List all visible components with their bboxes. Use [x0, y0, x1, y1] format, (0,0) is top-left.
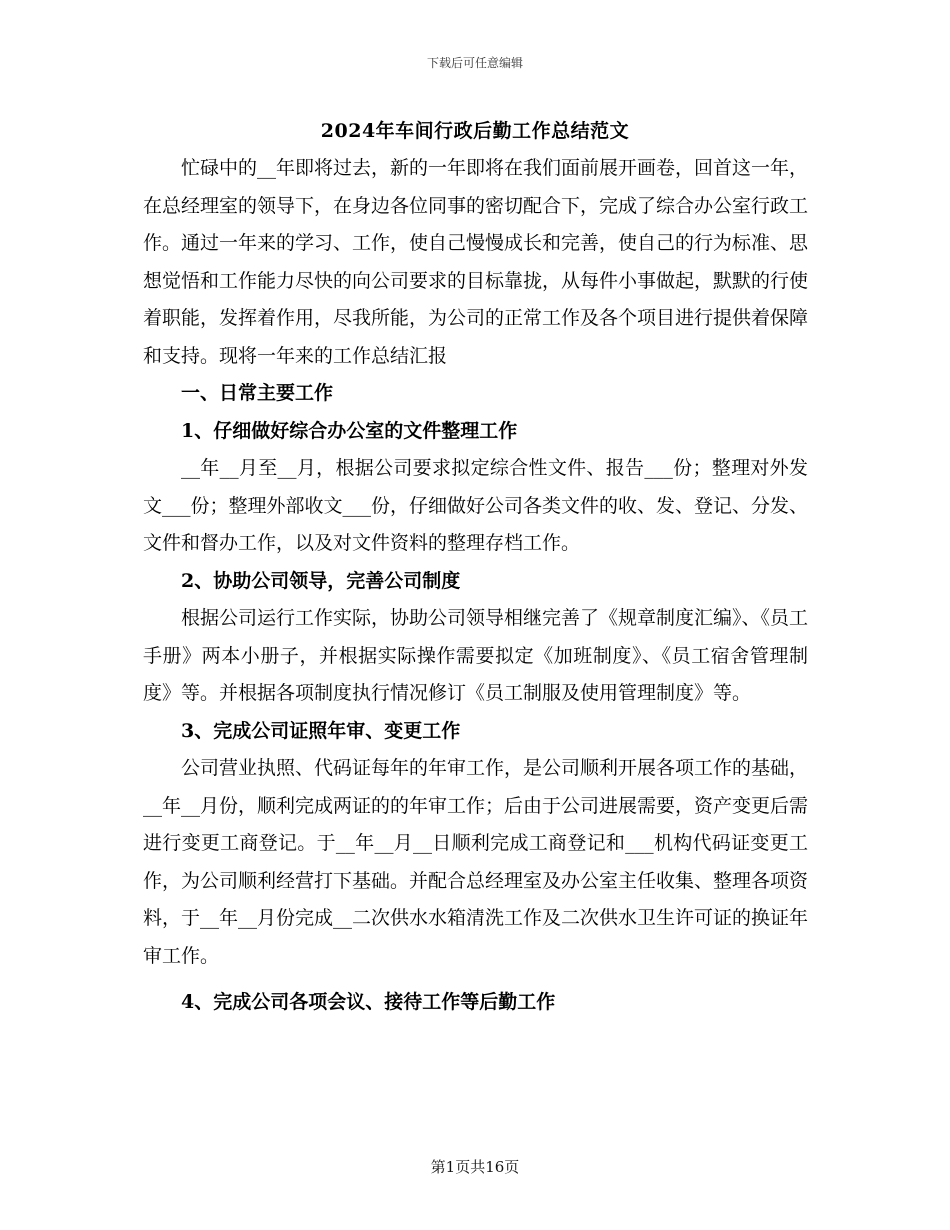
item-heading-3: 3、完成公司证照年审、变更工作 — [181, 719, 461, 742]
item-body-1: __年__月至__月，根据公司要求拟定综合性文件、报告___份；整理对外发文___份；整理外部收文___份，仔细做好公司各类文件的收、发、登记、分发、文件和督办工作，以及对文件资料的整理存档工作。 — [143, 457, 809, 554]
item-body-3: 公司营业执照、代码证每年的年审工作，是公司顺利开展各项工作的基础，__年__月份，顺利完成两证的的年审工作；后由于公司进展需要，资产变更后需进行变更工商登记。于__年__月__日顺利完成工商登记和___机构代码证变更工作，为公司顺利经营打下基础。并配合总经理室及办公室主任收集、整理各项资料，于__年__月份完成__二次供水水箱清洗工作及二次供水卫生许可证的换证年审工作。 — [143, 757, 809, 967]
document-body — [143, 150, 808, 1022]
intro-paragraph: 忙碌中的__年即将过去，新的一年即将在我们面前展开画卷，回首这一年，在总经理室的领导下，在身边各位同事的密切配合下，完成了综合办公室行政工作。通过一年来的学习、工作，使自己慢慢成长和完善，使自己的行为标准、思想觉悟和工作能力尽快的向公司要求的目标靠拢，从每件小事做起，默默的行使着职能，发挥着作用，尽我所能，为公司的正常工作及各个项目进行提供着保障和支持。现将一年来的工作总结汇报 — [143, 157, 809, 367]
item-heading-1: 1、仔细做好综合办公室的文件整理工作 — [181, 419, 518, 442]
document-title: 2024年车间行政后勤工作总结范文 — [320, 120, 630, 142]
item-heading-4: 4、完成公司各项会议、接待工作等后勤工作 — [181, 991, 556, 1013]
item-heading-2: 2、协助公司领导，完善公司制度 — [181, 569, 461, 592]
section-heading-1: 一、日常主要工作 — [181, 382, 334, 404]
header-note: 下载后可任意编辑 — [426, 56, 523, 70]
item-body-2: 根据公司运行工作实际，协助公司领导相继完善了《规章制度汇编》、《员工手册》两本小册子，并根据实际操作需要拟定《加班制度》、《员工宿舍管理制度》等。并根据各项制度执行情况修订《员工制服及使用管理制度》等。 — [143, 607, 809, 704]
page-number: 第1页共16页 — [430, 1158, 520, 1176]
